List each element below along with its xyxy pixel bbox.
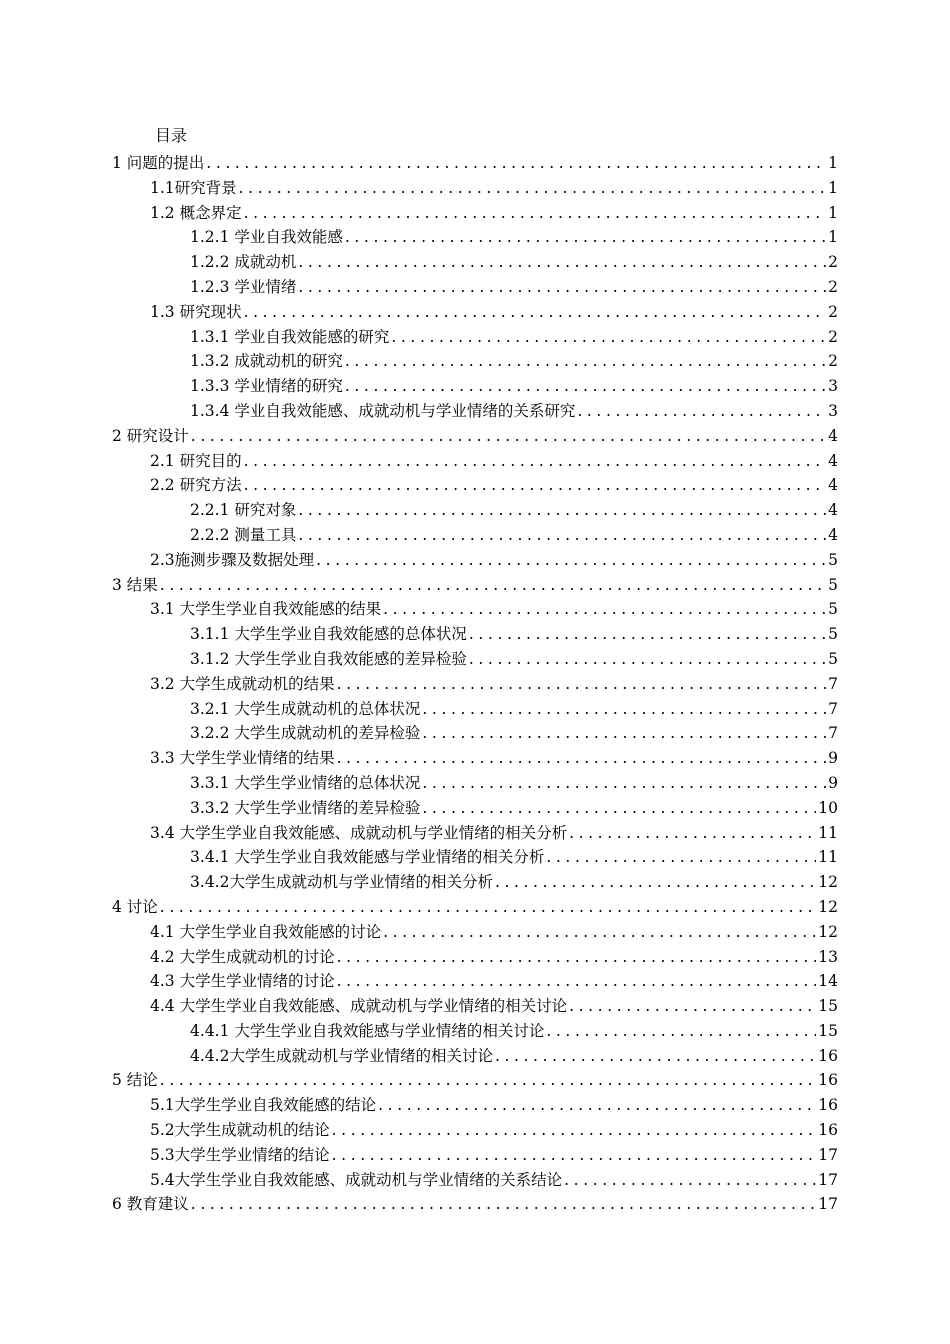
toc-dot-leader xyxy=(296,498,826,523)
toc-entry-title: 4.4.1 大学生学业自我效能感与学业情绪的相关讨论 xyxy=(190,1021,545,1040)
toc-dot-leader xyxy=(335,945,817,970)
toc-entry-title: 1.3 研究现状 xyxy=(150,302,242,321)
toc-entry[interactable] xyxy=(112,1168,838,1193)
toc-entry[interactable] xyxy=(112,176,838,201)
toc-dot-leader xyxy=(420,771,826,796)
toc-entry[interactable] xyxy=(112,498,838,523)
toc-dot-leader xyxy=(493,1044,816,1069)
toc-entry[interactable] xyxy=(112,672,838,697)
toc-entry-page-number: 4 xyxy=(828,451,838,470)
toc-entry-title: 4.4.2大学生成就动机与学业情绪的相关讨论 xyxy=(190,1046,493,1065)
toc-entry-page-number: 7 xyxy=(828,724,838,743)
toc-entry[interactable] xyxy=(112,597,838,622)
toc-entry-page-number: 16 xyxy=(818,1046,838,1065)
toc-entry[interactable] xyxy=(112,573,838,598)
toc-entry[interactable] xyxy=(112,1019,838,1044)
toc-entry[interactable] xyxy=(112,845,838,870)
toc-entry-page-number: 11 xyxy=(818,823,838,842)
toc-entry[interactable] xyxy=(112,821,838,846)
toc-entry-page-number: 2 xyxy=(828,253,838,272)
toc-entry[interactable] xyxy=(112,622,838,647)
toc-entry-page-number: 5 xyxy=(828,550,838,569)
toc-dot-leader xyxy=(189,1192,816,1217)
toc-entry[interactable] xyxy=(112,225,838,250)
toc-dot-leader xyxy=(158,1068,816,1093)
toc-entry-title: 1.2 概念界定 xyxy=(150,203,242,222)
toc-entry-title: 4.2 大学生成就动机的讨论 xyxy=(150,947,335,966)
toc-entry[interactable] xyxy=(112,399,838,424)
toc-entry-title: 2.3施测步骤及数据处理 xyxy=(150,550,315,569)
toc-entry-page-number: 16 xyxy=(818,1071,838,1090)
toc-dot-leader xyxy=(330,1143,817,1168)
toc-dot-leader xyxy=(242,300,827,325)
toc-dot-leader xyxy=(562,1168,816,1193)
toc-entry[interactable] xyxy=(112,895,838,920)
toc-entry-page-number: 7 xyxy=(828,674,838,693)
toc-entry[interactable] xyxy=(112,945,838,970)
toc-entry-title: 1.3.3 学业情绪的研究 xyxy=(190,377,343,396)
toc-dot-leader xyxy=(567,821,816,846)
toc-entry-title: 3.3 大学生学业情绪的结果 xyxy=(150,749,335,768)
toc-entry[interactable] xyxy=(112,1068,838,1093)
toc-dot-leader xyxy=(376,1093,816,1118)
toc-entry-title: 4.1 大学生学业自我效能感的讨论 xyxy=(150,922,382,941)
table-of-contents xyxy=(112,151,838,1217)
toc-entry[interactable] xyxy=(112,449,838,474)
toc-entry-title: 1.1研究背景 xyxy=(150,178,237,197)
toc-entry-page-number: 12 xyxy=(818,897,838,916)
toc-entry-title: 1.3.1 学业自我效能感的研究 xyxy=(190,327,390,346)
toc-entry[interactable] xyxy=(112,473,838,498)
toc-entry-page-number: 2 xyxy=(828,302,838,321)
toc-entry[interactable] xyxy=(112,870,838,895)
toc-dot-leader xyxy=(381,597,826,622)
toc-entry[interactable] xyxy=(112,994,838,1019)
toc-entry-title: 5.2大学生成就动机的结论 xyxy=(150,1121,330,1140)
toc-dot-leader xyxy=(343,374,826,399)
toc-title: 目录 xyxy=(155,126,188,145)
toc-dot-leader xyxy=(335,672,827,697)
toc-entry-title: 5.4大学生学业自我效能感、成就动机与学业情绪的关系结论 xyxy=(150,1170,563,1189)
toc-dot-leader xyxy=(242,473,827,498)
toc-entry-page-number: 12 xyxy=(818,873,838,892)
toc-dot-leader xyxy=(314,548,826,573)
toc-dot-leader xyxy=(420,721,826,746)
toc-dot-leader xyxy=(467,622,826,647)
toc-entry-page-number: 4 xyxy=(828,426,838,445)
toc-entry-page-number: 1 xyxy=(828,178,838,197)
toc-entry-page-number: 2 xyxy=(828,352,838,371)
toc-entry-page-number: 9 xyxy=(828,773,838,792)
toc-dot-leader xyxy=(389,325,826,350)
toc-entry[interactable] xyxy=(112,349,838,374)
toc-entry-title: 2.2 研究方法 xyxy=(150,476,242,495)
toc-entry-page-number: 5 xyxy=(828,625,838,644)
toc-entry-page-number: 1 xyxy=(828,203,838,222)
toc-entry-title: 6 教育建议 xyxy=(112,1195,189,1214)
toc-entry-page-number: 1 xyxy=(828,154,838,172)
toc-entry-page-number: 3 xyxy=(828,401,838,420)
toc-dot-leader xyxy=(343,349,826,374)
toc-dot-leader xyxy=(330,1118,817,1143)
toc-entry[interactable] xyxy=(112,374,838,399)
toc-entry[interactable] xyxy=(112,697,838,722)
toc-entry[interactable] xyxy=(112,275,838,300)
toc-entry[interactable] xyxy=(112,1093,838,1118)
toc-entry-title: 2.1 研究目的 xyxy=(150,451,242,470)
toc-entry[interactable] xyxy=(112,721,838,746)
toc-entry-page-number: 16 xyxy=(818,1096,838,1115)
toc-entry-page-number: 13 xyxy=(818,947,838,966)
toc-entry-title: 1.3.4 学业自我效能感、成就动机与学业情绪的关系研究 xyxy=(190,401,576,420)
toc-entry-title: 3.3.2 大学生学业情绪的差异检验 xyxy=(190,798,421,817)
toc-entry-title: 1 问题的提出 xyxy=(112,154,205,172)
toc-entry[interactable] xyxy=(112,1192,838,1217)
toc-entry[interactable] xyxy=(112,300,838,325)
toc-entry-title: 3 结果 xyxy=(112,575,158,594)
toc-entry-page-number: 2 xyxy=(828,277,838,296)
toc-dot-leader xyxy=(420,697,826,722)
toc-entry[interactable] xyxy=(112,325,838,350)
toc-dot-leader xyxy=(335,746,827,771)
toc-dot-leader xyxy=(237,176,826,201)
toc-entry-page-number: 4 xyxy=(828,501,838,520)
toc-entry-title: 5.1大学生学业自我效能感的结论 xyxy=(150,1096,377,1115)
toc-entry-page-number: 4 xyxy=(828,525,838,544)
toc-entry-title: 3.2.1 大学生成就动机的总体状况 xyxy=(190,699,421,718)
toc-entry[interactable] xyxy=(112,548,838,573)
toc-entry[interactable] xyxy=(112,647,838,672)
toc-entry-page-number: 1 xyxy=(828,228,838,247)
toc-entry-page-number: 11 xyxy=(818,848,838,867)
toc-dot-leader xyxy=(567,994,816,1019)
toc-entry[interactable] xyxy=(112,201,838,226)
toc-entry-title: 3.3.1 大学生学业情绪的总体状况 xyxy=(190,773,421,792)
toc-entry-title: 3.2.2 大学生成就动机的差异检验 xyxy=(190,724,421,743)
toc-entry-page-number: 17 xyxy=(818,1145,838,1164)
toc-dot-leader xyxy=(204,151,826,176)
toc-entry-page-number: 16 xyxy=(818,1121,838,1140)
toc-entry-title: 1.2.1 学业自我效能感 xyxy=(190,228,343,247)
toc-entry-title: 3.4 大学生学业自我效能感、成就动机与学业情绪的相关分析 xyxy=(150,823,568,842)
toc-entry-title: 4.3 大学生学业情绪的讨论 xyxy=(150,972,335,991)
toc-entry-title: 1.2.3 学业情绪 xyxy=(190,277,297,296)
toc-dot-leader xyxy=(158,573,826,598)
toc-entry-page-number: 5 xyxy=(828,600,838,619)
toc-entry-page-number: 17 xyxy=(818,1170,838,1189)
toc-entry[interactable] xyxy=(112,746,838,771)
toc-entry-page-number: 4 xyxy=(828,476,838,495)
toc-entry-page-number: 5 xyxy=(828,649,838,668)
toc-dot-leader xyxy=(544,1019,816,1044)
toc-entry-title: 1.3.2 成就动机的研究 xyxy=(190,352,343,371)
toc-dot-leader xyxy=(189,424,826,449)
toc-entry-page-number: 17 xyxy=(818,1195,838,1214)
toc-entry-title: 2.2.2 测量工具 xyxy=(190,525,297,544)
toc-entry-title: 5 结论 xyxy=(112,1071,158,1090)
toc-dot-leader xyxy=(296,250,826,275)
toc-dot-leader xyxy=(158,895,816,920)
toc-dot-leader xyxy=(335,969,817,994)
toc-dot-leader xyxy=(296,275,826,300)
toc-entry-page-number: 10 xyxy=(818,798,838,817)
toc-dot-leader xyxy=(467,647,826,672)
toc-entry-title: 1.2.2 成就动机 xyxy=(190,253,297,272)
toc-entry[interactable] xyxy=(112,250,838,275)
toc-entry-page-number: 7 xyxy=(828,699,838,718)
toc-entry[interactable] xyxy=(112,1044,838,1069)
toc-entry-title: 4.4 大学生学业自我效能感、成就动机与学业情绪的相关讨论 xyxy=(150,997,568,1016)
toc-dot-leader xyxy=(242,449,827,474)
toc-entry-title: 5.3大学生学业情绪的结论 xyxy=(150,1145,330,1164)
toc-dot-leader xyxy=(381,920,816,945)
toc-dot-leader xyxy=(493,870,816,895)
toc-entry[interactable] xyxy=(112,796,838,821)
toc-entry[interactable] xyxy=(112,969,838,994)
toc-dot-leader xyxy=(420,796,816,821)
toc-dot-leader xyxy=(575,399,826,424)
toc-entry-title: 4 讨论 xyxy=(112,897,158,916)
toc-entry[interactable] xyxy=(112,1118,838,1143)
toc-entry-title: 2.2.1 研究对象 xyxy=(190,501,297,520)
toc-entry-title: 3.2 大学生成就动机的结果 xyxy=(150,674,335,693)
toc-entry-title: 3.1.2 大学生学业自我效能感的差异检验 xyxy=(190,649,467,668)
toc-dot-leader xyxy=(544,845,816,870)
toc-entry[interactable] xyxy=(112,424,838,449)
toc-entry[interactable] xyxy=(112,151,838,176)
toc-entry[interactable] xyxy=(112,1143,838,1168)
toc-entry-page-number: 15 xyxy=(818,997,838,1016)
toc-dot-leader xyxy=(343,225,826,250)
toc-entry-page-number: 14 xyxy=(818,972,838,991)
toc-entry[interactable] xyxy=(112,523,838,548)
toc-entry-title: 3.1.1 大学生学业自我效能感的总体状况 xyxy=(190,625,467,644)
toc-entry[interactable] xyxy=(112,920,838,945)
toc-entry-page-number: 9 xyxy=(828,749,838,768)
toc-dot-leader xyxy=(242,201,827,226)
toc-entry-title: 3.4.2大学生成就动机与学业情绪的相关分析 xyxy=(190,873,493,892)
toc-entry-page-number: 15 xyxy=(818,1021,838,1040)
toc-entry-title: 2 研究设计 xyxy=(112,426,189,445)
toc-entry-title: 3.1 大学生学业自我效能感的结果 xyxy=(150,600,382,619)
toc-entry-page-number: 2 xyxy=(828,327,838,346)
toc-entry-page-number: 3 xyxy=(828,377,838,396)
toc-dot-leader xyxy=(296,523,826,548)
toc-entry-page-number: 12 xyxy=(818,922,838,941)
toc-entry-page-number: 5 xyxy=(828,575,838,594)
toc-entry-title: 3.4.1 大学生学业自我效能感与学业情绪的相关分析 xyxy=(190,848,545,867)
toc-entry[interactable] xyxy=(112,771,838,796)
